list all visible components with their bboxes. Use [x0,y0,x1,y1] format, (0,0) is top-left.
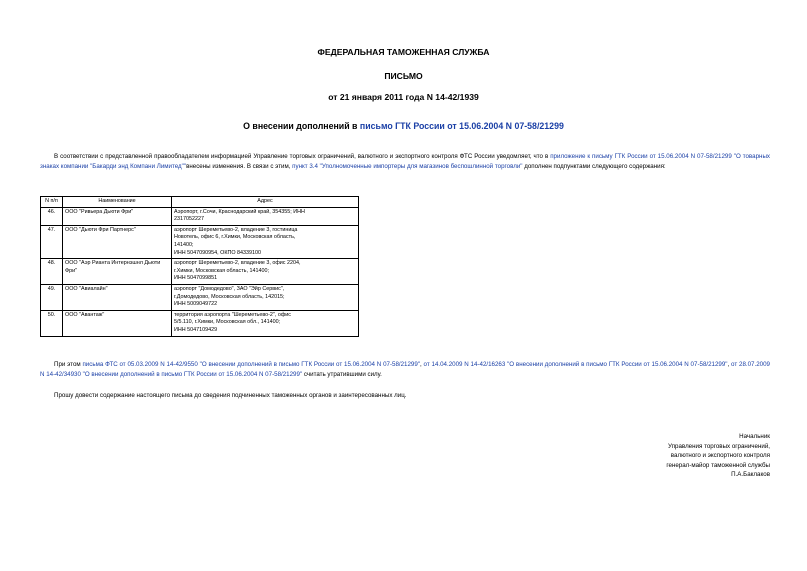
signature-line: генерал-майор таможенной службы [666,461,770,469]
document-type: ПИСЬМО [384,71,423,81]
letter-link-3[interactable]: от 28.07.2009 N 14-42/34930 "О внесении дополнений в письмо ГТК России от 15.06.2004 N 07-58/21299" [40,361,770,378]
signature-line: валютного и экспортного контроля [670,452,770,460]
text: , [727,361,732,368]
table-row [41,225,359,258]
text: дополнен подпунктами следующего содержания: [522,162,666,170]
row-number: 50. [41,310,63,336]
address-line: территория аэропорта "Шереметьево-2", офис [174,311,291,318]
table-row [41,284,359,310]
letter-link-2[interactable]: от 14.04.2009 N 14-42/16263 "О внесении дополнений в письмо ГТК России от 15.06.2004 N 07-58/21299" [423,361,728,368]
letter-link-1[interactable]: письма ФТС от 05.03.2009 N 14-42/9550 "О внесении дополнений в письмо ГТК России от 15.06.2004 N 07-58/21299" [82,361,421,368]
paragraph-intro [40,152,770,171]
table-header-row [41,197,359,208]
text: внесены изменения. В связи с этим, [186,162,293,170]
importers-table [40,196,359,337]
address-line: ИНН 5047099851 [174,275,218,282]
address-line: аэропорт "Домодедово", ЗАО "Эйр Сервис", [174,285,285,292]
address-line: 5/5.110, г.Химки, Московская обл., 141400; [174,319,281,326]
header-number: N п/п [41,197,63,208]
signature-name: П.А.Баклаков [731,471,770,479]
paragraph-revocation [40,360,770,379]
row-name: ООО "Авантаж" [63,310,172,336]
row-address [172,207,359,225]
text: В соответствии с представленной правообладателем информацией Управление торговых ограничений, валютного и экспортного контроля ФТС России уведомляет, что в [54,153,551,160]
row-name: ООО "Ривьера Дьюти Фри" [63,207,172,225]
row-name: ООО "Авиалайн" [63,284,172,310]
table-row [41,259,359,285]
text: , [420,361,424,368]
text: При этом [54,361,83,368]
row-address [172,284,359,310]
address-line: ИНН 5047090954, ОКПО 84339100 [174,249,262,256]
header-address: Адрес [172,197,359,208]
row-number: 49. [41,284,63,310]
subject-prefix: О внесении дополнений в [243,121,360,131]
address-line: ИНН 5009049722 [174,301,218,308]
address-line: ИНН 5047109429 [174,326,218,333]
subject-link[interactable]: письмо ГТК России от 15.06.2004 N 07-58/21299 [359,121,564,131]
document-subject [0,121,807,131]
signature-block [620,432,770,480]
signature-line: Управления торговых ограничений, [668,442,770,450]
row-name: ООО "Аэр Рианта Интернэшнл Дьюти Фри" [63,259,172,285]
address-line: г.Домодедово, Московская область, 142015; [174,293,285,300]
address-line: Новотель, офис 6, г.Химки, Московская область, [174,234,296,241]
address-line: Аэропорт, г.Сочи, Краснодарский край, 354355; ИНН [174,208,305,215]
row-name: ООО "Дьюти Фри Партнерс" [63,225,172,258]
table-row [41,310,359,336]
annex-link[interactable]: приложение к письму ГТК России от 15.06.2004 N 07-58/21299 "О товарных знаках компании "Бакарди энд Компани Лимитед"" [40,153,770,170]
address-line: аэропорт Шереметьево-2, владение 3, гостиница [174,226,298,233]
address-line: 2317052227 [174,216,204,223]
row-address [172,259,359,285]
row-number: 46. [41,207,63,225]
row-address [172,310,359,336]
signature-line: Начальник [739,433,770,440]
address-line: аэропорт Шереметьево-2, владение 3, офис 2204, [174,260,301,267]
text: Прошу довести содержание настоящего письма до сведения подчиненных таможенных органов и заинтересованных лиц. [54,392,407,399]
document-date: от 21 января 2011 года N 14-42/1939 [328,92,479,102]
text: считать утратившими силу. [302,370,382,378]
clause-link[interactable]: пункт 3.4 "Уполномоченные импортеры для магазинов беспошлинной торговли" [292,162,523,170]
row-number: 47. [41,225,63,258]
address-line: 141400; [174,241,194,248]
row-number: 48. [41,259,63,285]
organization-title: ФЕДЕРАЛЬНАЯ ТАМОЖЕННАЯ СЛУЖБА [317,47,490,57]
row-address [172,225,359,258]
address-line: г.Химки, Московская область, 141400; [174,267,269,274]
header-name: Наименование [63,197,172,208]
table-row [41,207,359,225]
paragraph-request [40,391,770,401]
